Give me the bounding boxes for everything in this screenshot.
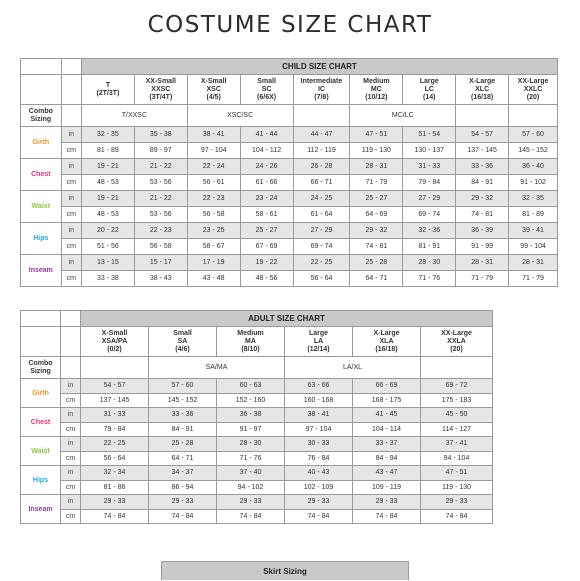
size-header-line: XX-Small (145, 77, 176, 85)
blank-cell (61, 59, 81, 75)
size-value: 97 - 104 (187, 143, 240, 159)
size-value: 22 - 25 (81, 437, 149, 452)
size-value: 74 - 84 (217, 509, 285, 524)
size-header-line: X-Small (101, 329, 128, 337)
size-value: 69 - 74 (293, 239, 350, 255)
size-value: 99 - 104 (509, 239, 558, 255)
size-value: 38 - 43 (134, 271, 187, 287)
combo-group: SA/MA (149, 357, 285, 379)
size-header (81, 327, 149, 357)
size-value: 84 - 91 (149, 422, 217, 437)
size-value: 32 - 35 (509, 191, 558, 207)
size-value: 79 - 84 (403, 175, 456, 191)
size-value: 29 - 33 (285, 495, 353, 510)
size-value: 74 - 84 (81, 509, 149, 524)
size-value: 47 - 51 (350, 127, 403, 143)
combo-sizing-label: Combo Sizing (21, 105, 62, 127)
child-inseam-cm-row (21, 271, 558, 287)
size-value: 21 - 22 (134, 159, 187, 175)
size-value: 51 - 56 (82, 239, 135, 255)
size-header-line: LC (424, 85, 434, 93)
size-value: 47 - 51 (421, 466, 493, 481)
size-value: 24 - 25 (293, 191, 350, 207)
size-value: 28 - 31 (456, 255, 509, 271)
unit-label: cm (61, 422, 81, 437)
size-header (134, 75, 187, 105)
size-value: 58 - 67 (187, 239, 240, 255)
unit-label: cm (61, 509, 81, 524)
size-value: 74 - 84 (353, 509, 421, 524)
size-header-line: X-Large (469, 77, 496, 85)
size-value: 19 - 22 (240, 255, 293, 271)
size-value: 48 - 56 (240, 271, 293, 287)
size-header-line: (16/18) (375, 345, 398, 353)
combo-group: XSC/SC (187, 105, 293, 127)
blank-cell (21, 75, 62, 105)
size-value: 19 - 21 (82, 191, 135, 207)
size-value: 15 - 17 (134, 255, 187, 271)
size-value: 34 - 37 (149, 466, 217, 481)
size-value: 61 - 66 (240, 175, 293, 191)
size-value: 48 - 53 (82, 207, 135, 223)
size-header-line: (14) (423, 93, 436, 101)
size-value: 28 - 31 (350, 159, 403, 175)
size-value: 25 - 27 (240, 223, 293, 239)
size-value: 94 - 104 (421, 451, 493, 466)
size-header (353, 327, 421, 357)
size-value: 145 - 152 (509, 143, 558, 159)
measurement-label: Chest (21, 159, 62, 191)
size-value: 38 - 41 (187, 127, 240, 143)
size-value: 79 - 84 (81, 422, 149, 437)
unit-label: cm (61, 451, 81, 466)
size-header (82, 75, 135, 105)
size-value: 25 - 27 (350, 191, 403, 207)
child-chest-cm-row (21, 175, 558, 191)
size-value: 33 - 36 (149, 408, 217, 423)
size-value: 76 - 84 (285, 451, 353, 466)
blank-cell (21, 59, 62, 75)
unit-label: in (61, 191, 81, 207)
size-value: 71 - 76 (217, 451, 285, 466)
size-value: 39 - 41 (509, 223, 558, 239)
size-value: 175 - 183 (421, 393, 493, 408)
measurement-label: Hips (21, 466, 61, 495)
size-value: 104 - 112 (240, 143, 293, 159)
size-value: 40 - 43 (285, 466, 353, 481)
size-value: 36 - 40 (509, 159, 558, 175)
unit-label: cm (61, 207, 81, 223)
combo-group: T/XXSC (82, 105, 188, 127)
unit-label: cm (61, 143, 81, 159)
size-value: 64 - 69 (350, 207, 403, 223)
size-header (217, 327, 285, 357)
size-value: 19 - 21 (82, 159, 135, 175)
size-value: 74 - 84 (421, 509, 493, 524)
size-value: 56 - 58 (134, 239, 187, 255)
size-header-line: Medium (237, 329, 264, 337)
size-value: 109 - 119 (353, 480, 421, 495)
size-value: 91 - 97 (217, 422, 285, 437)
size-value: 25 - 28 (350, 255, 403, 271)
size-header-line: XX-Large (441, 329, 472, 337)
size-value: 97 - 104 (285, 422, 353, 437)
size-header-line: (8/10) (241, 345, 260, 353)
combo-group (421, 357, 493, 379)
measurement-label: Girth (21, 379, 61, 408)
size-header-line: (3T/4T) (149, 93, 173, 101)
size-value: 31 - 33 (403, 159, 456, 175)
size-header (149, 327, 217, 357)
size-value: 30 - 33 (285, 437, 353, 452)
size-value: 53 - 56 (134, 175, 187, 191)
unit-label: in (61, 408, 81, 423)
unit-label: cm (61, 271, 81, 287)
child-girth-in-row (21, 127, 558, 143)
size-value: 32 - 36 (403, 223, 456, 239)
size-header (285, 327, 353, 357)
size-header-line: (0/2) (107, 345, 122, 353)
size-value: 54 - 57 (456, 127, 509, 143)
adult-combo-row (21, 357, 493, 379)
size-value: 84 - 91 (456, 175, 509, 191)
size-value: 74 - 81 (350, 239, 403, 255)
size-value: 32 - 35 (82, 127, 135, 143)
size-value: 58 - 61 (240, 207, 293, 223)
size-value: 104 - 114 (353, 422, 421, 437)
size-value: 54 - 57 (81, 379, 149, 394)
size-value: 13 - 15 (82, 255, 135, 271)
size-header-line: (16/18) (471, 93, 494, 101)
size-header (456, 75, 509, 105)
size-value: 22 - 24 (187, 159, 240, 175)
size-value: 29 - 32 (456, 191, 509, 207)
size-header-line: Small (173, 329, 192, 337)
size-value: 56 - 61 (187, 175, 240, 191)
adult-chart-heading: ADULT SIZE CHART (81, 311, 493, 327)
size-value: 91 - 99 (456, 239, 509, 255)
size-value: 51 - 54 (403, 127, 456, 143)
size-header-line: (2T/3T) (96, 89, 120, 97)
child-combo-row (21, 105, 558, 127)
size-value: 21 - 22 (134, 191, 187, 207)
size-header-line: LA (313, 337, 324, 345)
size-value: 102 - 109 (285, 480, 353, 495)
size-value: 61 - 64 (293, 207, 350, 223)
size-value: 37 - 40 (217, 466, 285, 481)
size-value: 71 - 79 (350, 175, 403, 191)
size-header-line: (20) (526, 93, 540, 101)
size-value: 130 - 137 (403, 143, 456, 159)
child-size-header-row (21, 75, 558, 105)
adult-hips-in-row (21, 466, 493, 481)
size-value: 25 - 28 (149, 437, 217, 452)
measurement-label: Waist (21, 437, 61, 466)
size-value: 168 - 175 (353, 393, 421, 408)
size-value: 69 - 72 (421, 379, 493, 394)
size-value: 145 - 152 (149, 393, 217, 408)
size-header (509, 75, 558, 105)
unit-label: in (61, 255, 81, 271)
size-header-line: XXLA (447, 337, 466, 345)
child-heading-row (21, 59, 558, 75)
measurement-label: Girth (21, 127, 62, 159)
size-header-line: SA (177, 337, 188, 345)
size-value: 43 - 47 (353, 466, 421, 481)
size-value: 36 - 38 (217, 408, 285, 423)
size-value: 41 - 45 (353, 408, 421, 423)
size-value: 91 - 102 (509, 175, 558, 191)
child-inseam-in-row (21, 255, 558, 271)
size-value: 22 - 25 (293, 255, 350, 271)
size-value: 71 - 79 (456, 271, 509, 287)
page-title: COSTUME SIZE CHART (147, 12, 433, 38)
size-header-line: SC (261, 85, 272, 93)
child-chest-in-row (21, 159, 558, 175)
size-value: 38 - 41 (285, 408, 353, 423)
adult-waist-cm-row (21, 451, 493, 466)
size-value: 137 - 145 (81, 393, 149, 408)
size-header-line: Large (419, 77, 439, 85)
blank-cell (61, 357, 81, 379)
skirt-sizing-heading: Skirt Sizing (161, 561, 409, 580)
size-value: 119 - 130 (350, 143, 403, 159)
size-value: 57 - 60 (509, 127, 558, 143)
combo-group (456, 105, 509, 127)
size-value: 36 - 39 (456, 223, 509, 239)
size-value: 26 - 28 (293, 159, 350, 175)
size-value: 22 - 23 (134, 223, 187, 239)
adult-girth-in-row (21, 379, 493, 394)
size-header-line: XXLC (523, 85, 543, 93)
size-value: 28 - 31 (509, 255, 558, 271)
blank-cell (61, 327, 81, 357)
size-value: 33 - 37 (353, 437, 421, 452)
measurement-label: Inseam (21, 495, 61, 524)
unit-label: in (61, 466, 81, 481)
size-value: 81 - 89 (509, 207, 558, 223)
size-value: 152 - 160 (217, 393, 285, 408)
measurement-label: Chest (21, 408, 61, 437)
size-header-line: XSA/PA (101, 337, 128, 345)
size-header (421, 327, 493, 357)
size-value: 28 - 30 (403, 255, 456, 271)
size-value: 114 - 127 (421, 422, 493, 437)
child-girth-cm-row (21, 143, 558, 159)
size-header-line: Medium (363, 77, 390, 85)
size-value: 86 - 94 (149, 480, 217, 495)
size-value: 81 - 91 (403, 239, 456, 255)
blank-cell (61, 105, 81, 127)
unit-label: cm (61, 239, 81, 255)
size-value: 67 - 69 (240, 239, 293, 255)
size-value: 45 - 50 (421, 408, 493, 423)
size-value: 24 - 26 (240, 159, 293, 175)
size-header-line: Intermediate (300, 77, 343, 85)
blank-cell (61, 311, 81, 327)
size-value: 66 - 71 (293, 175, 350, 191)
unit-label: in (61, 437, 81, 452)
combo-group (293, 105, 350, 127)
size-value: 17 - 19 (187, 255, 240, 271)
size-header (293, 75, 350, 105)
unit-label: cm (61, 175, 81, 191)
size-value: 48 - 53 (82, 175, 135, 191)
adult-waist-in-row (21, 437, 493, 452)
adult-hips-cm-row (21, 480, 493, 495)
size-value: 31 - 33 (81, 408, 149, 423)
size-value: 20 - 22 (82, 223, 135, 239)
size-value: 29 - 33 (149, 495, 217, 510)
combo-group (81, 357, 149, 379)
size-header-line: (7/8) (314, 93, 329, 101)
adult-size-header-row (21, 327, 493, 357)
size-value: 53 - 56 (134, 207, 187, 223)
size-value: 74 - 84 (285, 509, 353, 524)
size-header-line: XX-Large (517, 77, 549, 85)
size-value: 23 - 25 (187, 223, 240, 239)
adult-chest-in-row (21, 408, 493, 423)
child-waist-in-row (21, 191, 558, 207)
size-header-line: MA (245, 337, 256, 345)
size-header (240, 75, 293, 105)
size-value: 29 - 33 (81, 495, 149, 510)
size-value: 27 - 29 (293, 223, 350, 239)
size-header-line: Small (257, 77, 276, 85)
adult-chest-cm-row (21, 422, 493, 437)
size-value: 44 - 47 (293, 127, 350, 143)
size-header (403, 75, 456, 105)
unit-label: in (61, 379, 81, 394)
adult-inseam-in-row (21, 495, 493, 510)
size-value: 94 - 102 (217, 480, 285, 495)
size-header-line: (4/5) (206, 93, 221, 101)
size-value: 33 - 36 (456, 159, 509, 175)
size-value: 66 - 69 (353, 379, 421, 394)
size-value: 28 - 30 (217, 437, 285, 452)
size-header-line: XLC (475, 85, 490, 93)
size-value: 27 - 29 (403, 191, 456, 207)
combo-sizing-label: Combo Sizing (21, 357, 61, 379)
size-value: 81 - 89 (82, 143, 135, 159)
size-value: 60 - 63 (217, 379, 285, 394)
size-value: 112 - 119 (293, 143, 350, 159)
size-header-line: XLA (379, 337, 394, 345)
size-value: 64 - 71 (350, 271, 403, 287)
measurement-label: Waist (21, 191, 62, 223)
size-value: 81 - 86 (81, 480, 149, 495)
size-value: 35 - 38 (134, 127, 187, 143)
size-value: 56 - 58 (187, 207, 240, 223)
size-value: 64 - 71 (149, 451, 217, 466)
size-header (350, 75, 403, 105)
size-value: 74 - 81 (456, 207, 509, 223)
unit-label: cm (61, 480, 81, 495)
size-value: 69 - 74 (403, 207, 456, 223)
size-value: 56 - 64 (81, 451, 149, 466)
size-value: 57 - 60 (149, 379, 217, 394)
blank-cell (21, 311, 61, 327)
size-header-line: T (105, 81, 111, 89)
unit-label: in (61, 159, 81, 175)
blank-cell (61, 75, 81, 105)
size-value: 160 - 168 (285, 393, 353, 408)
measurement-label: Hips (21, 223, 62, 255)
adult-inseam-cm-row (21, 509, 493, 524)
size-value: 29 - 33 (421, 495, 493, 510)
size-header-line: XXSC (151, 85, 171, 93)
size-value: 29 - 33 (353, 495, 421, 510)
size-value: 29 - 32 (350, 223, 403, 239)
size-value: 84 - 94 (353, 451, 421, 466)
size-header-line: X-Large (373, 329, 400, 337)
size-value: 56 - 64 (293, 271, 350, 287)
unit-label: cm (61, 393, 81, 408)
adult-girth-cm-row (21, 393, 493, 408)
size-value: 63 - 66 (285, 379, 353, 394)
size-header-line: (4/6) (175, 345, 190, 353)
adult-size-table (20, 310, 493, 524)
unit-label: in (61, 495, 81, 510)
child-hips-cm-row (21, 239, 558, 255)
size-header-line: (20) (450, 345, 463, 353)
size-header-line: MC (370, 85, 382, 93)
size-header-line: (10/12) (365, 93, 388, 101)
size-header (187, 75, 240, 105)
combo-group: MC/LC (350, 105, 456, 127)
size-value: 137 - 145 (456, 143, 509, 159)
unit-label: in (61, 127, 81, 143)
size-value: 89 - 97 (134, 143, 187, 159)
child-size-table (20, 58, 558, 287)
adult-heading-row (21, 311, 493, 327)
combo-group: LA/XL (285, 357, 421, 379)
size-value: 33 - 38 (82, 271, 135, 287)
child-hips-in-row (21, 223, 558, 239)
child-chart-heading: CHILD SIZE CHART (82, 59, 558, 75)
size-value: 43 - 48 (187, 271, 240, 287)
combo-group (509, 105, 558, 127)
measurement-label: Inseam (21, 255, 62, 287)
size-value: 119 - 130 (421, 480, 493, 495)
size-header-line: Large (308, 329, 329, 337)
blank-cell (21, 327, 61, 357)
child-waist-cm-row (21, 207, 558, 223)
size-header-line: XSC (206, 85, 221, 93)
size-header-line: IC (317, 85, 325, 93)
size-value: 71 - 79 (509, 271, 558, 287)
size-value: 74 - 84 (149, 509, 217, 524)
size-header-line: (6/6X) (257, 93, 277, 101)
size-header-line: (12/14) (307, 345, 330, 353)
unit-label: in (61, 223, 81, 239)
size-value: 23 - 24 (240, 191, 293, 207)
size-value: 29 - 33 (217, 495, 285, 510)
size-value: 32 - 34 (81, 466, 149, 481)
size-value: 22 - 23 (187, 191, 240, 207)
size-header-line: X-Small (200, 77, 227, 85)
size-value: 37 - 41 (421, 437, 493, 452)
size-value: 71 - 76 (403, 271, 456, 287)
size-value: 41 - 44 (240, 127, 293, 143)
